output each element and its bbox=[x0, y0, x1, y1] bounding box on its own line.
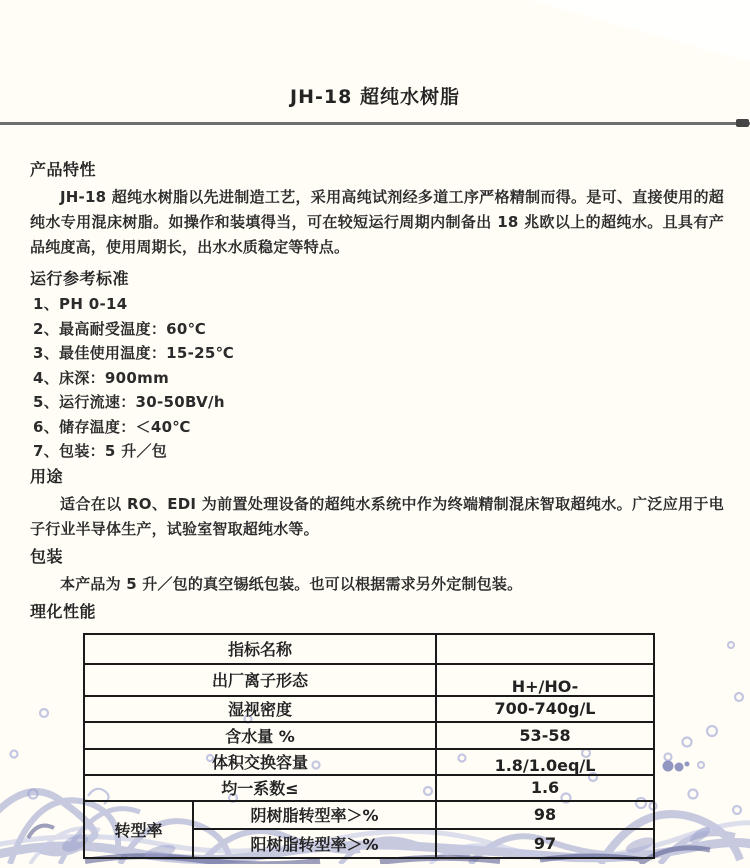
table-row-group bbox=[84, 801, 654, 829]
cell-label: 阳树脂转型率＞% bbox=[193, 829, 436, 858]
cell-label: 均一系数≤ bbox=[84, 775, 436, 801]
section-heading-properties: 理化性能 bbox=[30, 601, 97, 621]
table-row bbox=[84, 722, 654, 749]
table-row-header bbox=[84, 634, 654, 664]
page-title: JH-18 超纯水树脂 bbox=[290, 86, 460, 108]
cell-label: 含水量 % bbox=[84, 722, 436, 749]
table-row bbox=[84, 775, 654, 801]
paragraph-features: JH-18 超纯水树脂以先进制造工艺，采用高纯试剂经多道工序严格精制而得。是可、直接使用的超纯水专用混床树脂。如操作和装填得当，可在较短运行周期内制备出 18 兆欧以上的超纯水。且具有产品纯度高，使用周期长，出水水质稳定等特点。 bbox=[30, 188, 724, 256]
cell-value: 700-740g/L bbox=[436, 696, 654, 722]
section-heading-standards: 运行参考标准 bbox=[30, 269, 130, 288]
cell-label: 出厂离子形态 bbox=[84, 664, 436, 696]
standards-item-4: 4、床深：900mm bbox=[33, 368, 170, 387]
cell-value: 97 bbox=[436, 829, 654, 858]
cell-value: 1.6 bbox=[436, 775, 654, 801]
table-row bbox=[84, 696, 654, 722]
table-row bbox=[84, 664, 654, 696]
cell-value: H+/HO- bbox=[436, 664, 654, 696]
cell-value: 53-58 bbox=[436, 722, 654, 749]
cell-label: 阴树脂转型率＞% bbox=[193, 801, 436, 829]
table-header-label: 指标名称 bbox=[84, 634, 436, 664]
standards-item-7: 7、包装：5 升／包 bbox=[33, 442, 168, 460]
paragraph-packaging: 本产品为 5 升／包的真空锡纸包装。也可以根据需求另外定制包装。 bbox=[60, 574, 523, 593]
standards-item-5: 5、运行流速：30-50BV/h bbox=[33, 393, 225, 411]
cell-label: 湿视密度 bbox=[84, 696, 436, 722]
table-row bbox=[84, 749, 654, 775]
divider-end-mark bbox=[736, 119, 749, 127]
section-heading-packaging: 包装 bbox=[30, 546, 64, 566]
cell-value: 98 bbox=[436, 801, 654, 829]
cell-label: 体积交换容量 bbox=[84, 749, 436, 775]
standards-item-1: 1、PH 0-14 bbox=[33, 295, 128, 313]
standards-list bbox=[30, 292, 724, 464]
properties-table bbox=[83, 633, 655, 859]
standards-item-2: 2、最高耐受温度：60℃ bbox=[33, 319, 207, 338]
title-divider bbox=[0, 122, 750, 125]
cell-value: 1.8/1.0eq/L bbox=[436, 749, 654, 775]
standards-item-6: 6、储存温度：＜40℃ bbox=[33, 417, 191, 436]
table-header-value bbox=[436, 634, 654, 664]
standards-item-3: 3、最佳使用温度：15-25℃ bbox=[33, 344, 235, 362]
paragraph-usage: 适合在以 RO、EDI 为前置处理设备的超纯水系统中作为终端精制混床智取超纯水。广泛应用于电子行业半导体生产，试验室智取超纯水等。 bbox=[30, 494, 724, 538]
section-heading-usage: 用途 bbox=[30, 466, 64, 486]
section-heading-features: 产品特性 bbox=[30, 160, 97, 179]
cell-group-label: 转型率 bbox=[84, 801, 193, 858]
